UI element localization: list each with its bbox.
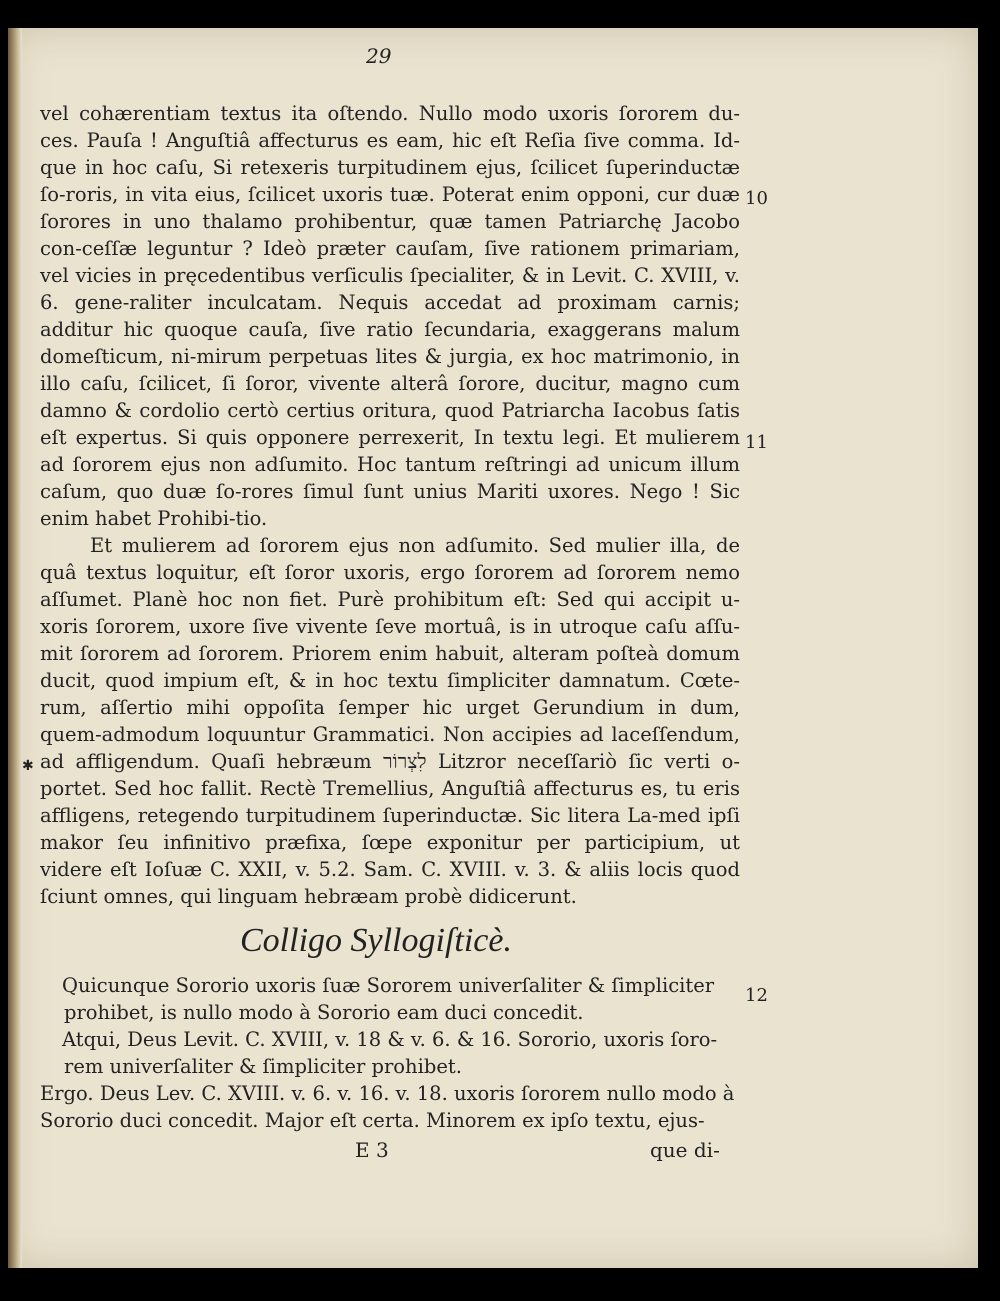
margin-note-12: 12 [745, 985, 768, 1006]
main-text [40, 100, 740, 910]
signature-mark: E 3 [355, 1138, 389, 1162]
margin-asterisk-icon: ✱ [22, 758, 34, 774]
syllogism-block [40, 972, 740, 1134]
syllogism-line: rem univerſaliter & ſimpliciter prohibet. [64, 1055, 462, 1078]
catchword: que di- [650, 1138, 720, 1162]
syllogism-line: Quicunque Sororio uxoris ſuæ Sororem univerſaliter & ſimpliciter [62, 974, 715, 997]
paragraph-1: vel cohærentiam textus ita oſtendo. Nullo modo uxoris ſororem du-ces. Pauſa ! Anguſtiâ affecturus es eam, hic eſt Reſia ſive comma. Id-que in hoc caſu, Si retexeris turpitudinem ejus, ſcilicet ſuperinductæ ſo-roris, in vita eius, ſcilicet uxoris tuæ. Poterat enim opponi, cur duæ ſorores in uno thalamo prohibentur, quæ tamen Patriarchę Jacobo con-ceſſæ leguntur ? Ideò præter cauſam, ſive rationem primariam, vel vicies in pręcedentibus verſiculis ſpecialiter, & in Levit. C. XVIII, v. 6. gene-raliter inculcatam. Nequis accedat ad proximam carnis; additur hic quoque cauſa, ſive ratio ſecundaria, exaggerans malum domeſticum, ni-mirum perpetuas lites & jurgia, ex hoc matrimonio, in illo caſu, ſcilicet, ſi ſoror, vivente alterâ ſorore, ducitur, magno cum damno & cordolio certò certius oritura, quod Patriarcha Iacobus ſatis eſt expertus. Si quis opponere perrexerit, In textu legi. Et mulierem ad ſororem ejus non adſumito. Hoc tantum reſtringi ad unicum illum caſum, quo duæ ſo-rores ſimul ſunt unius Mariti uxores. Nego ! Sic enim habet Prohibi-tio. [40, 102, 740, 530]
page-number: 29 [366, 44, 392, 68]
page-gutter [8, 28, 22, 1268]
syllogism-line: Ergo. Deus Lev. C. XVIII. v. 6. v. 16. v. 18. uxoris ſororem nullo modo à [40, 1082, 735, 1105]
margin-note-10: 10 [745, 188, 768, 209]
syllogism-line: prohibet, is nullo modo à Sororio eam duci concedit. [64, 1001, 584, 1024]
syllogism-line: Sororio duci concedit. Major eſt certa. Minorem ex ipſo textu, ejus- [40, 1109, 705, 1132]
paragraph-2: Et mulierem ad ſororem ejus non adſumito. Sed mulier illa, de quâ textus loquitur, eſt ſoror uxoris, ergo ſororem ad ſororem nemo aſſumet. Planè hoc non fiet. Purè prohibitum eſt: Sed qui accipit u-xoris ſororem, uxore ſive vivente ſeve mortuâ, is in utroque caſu aſſu-mit ſororem ad ſororem. Priorem enim habuit, alteram poſteà domum ducit, quod impium eſt, & in hoc textu ſimpliciter damnatum. Cœte-rum, aſſertio mihi oppoſita ſemper hic urget Gerundium in dum, quem-admodum loquuntur Grammatici. Non accipies ad laceſſendum, ad affligendum. Quaſi hebræum לִצְרוֹר Litzror neceſſariò ſic verti o-portet. Sed hoc fallit. Rectè Tremellius, Anguſtiâ affecturus es, tu eris affligens, retegendo turpitudinem ſuperinductæ. Sic litera La-med ipſi makor ſeu infinitivo præfixa, ſœpe exponitur per participium, ut videre eſt Ioſuæ C. XXII, v. 5.2. Sam. C. XVIII. v. 3. & aliis locis quod ſciunt omnes, qui linguam hebræam probè didicerunt. [40, 534, 740, 908]
margin-note-11: 11 [745, 432, 768, 453]
syllogism-line: Atqui, Deus Levit. C. XVIII, v. 18 & v. 6. & 16. Sororio, uxoris ſoro- [62, 1028, 718, 1051]
section-heading: Colligo Syllogiſticè. [240, 922, 512, 959]
